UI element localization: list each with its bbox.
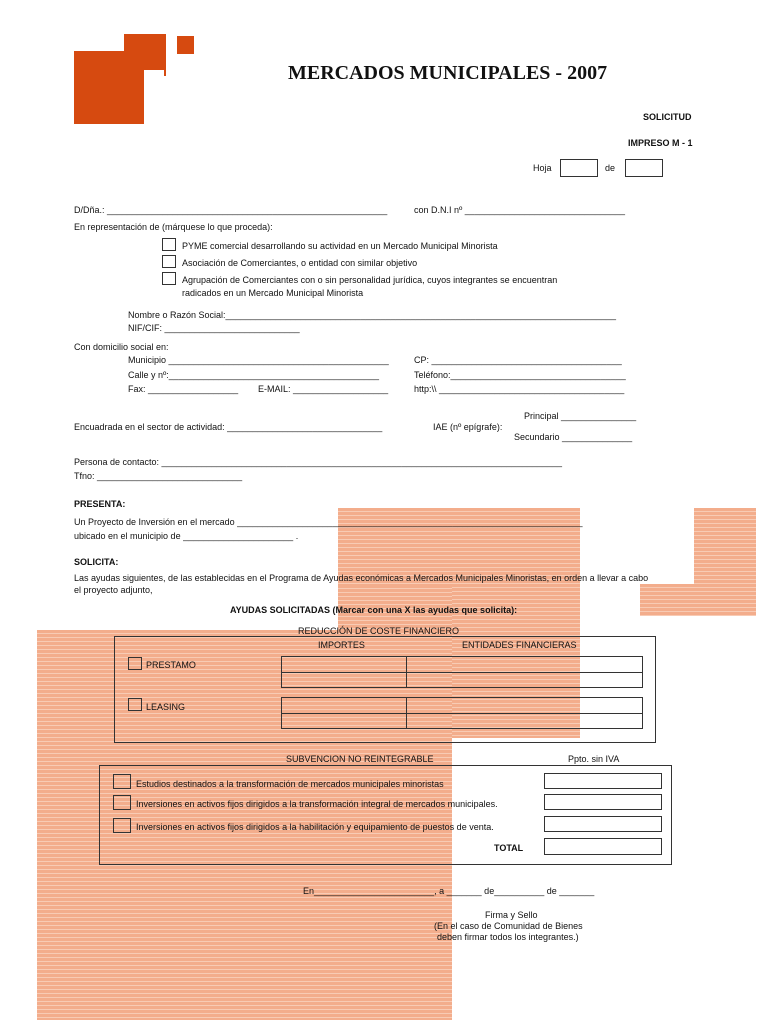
municipio-field[interactable]: Municipio ____________________________________________ [128,355,389,365]
decorative-overlay-right-step [640,584,756,616]
hoja-label: Hoja [533,163,552,173]
iae-label: IAE (nº epígrafe): [433,422,503,432]
ayudas-heading: AYUDAS SOLICITADAS (Marcar con una X las ayudas que solicita): [230,605,518,615]
inversiones-puestos-checkbox[interactable] [113,818,131,833]
ppto-header: Ppto. sin IVA [568,754,620,764]
dni-field[interactable]: con D.N.I nº ________________________________ [414,205,625,215]
solicita-text: Las ayudas siguientes, de las establecidas en el Programa de Ayudas económicas a Mercados Municipales Minoristas, en orden a llevar a cabo [74,573,649,583]
domicilio-label: Con domicilio social en: [74,342,169,352]
estudios-amount[interactable] [544,773,662,789]
leasing-importe-2[interactable] [281,713,407,729]
municipio-proyecto-field[interactable]: ubicado en el municipio de ______________________ . [74,531,299,541]
solicita-text-cont: el proyecto adjunto, [74,585,153,595]
prestamo-checkbox[interactable] [128,657,142,670]
leasing-entidad-2[interactable] [406,713,643,729]
dna-field[interactable]: D/Dña.: ________________________________________________________ [74,205,388,215]
agrupacion-checkbox[interactable] [162,272,176,285]
inversiones-integral-checkbox[interactable] [113,795,131,810]
pyme-label: PYME comercial desarrollando su actividad en un Mercado Municipal Minorista [182,241,498,251]
lugar-fecha-field[interactable]: En________________________, a _______ de__________ de _______ [303,886,595,896]
calle-field[interactable]: Calle y nº:__________________________________________ [128,370,380,380]
solicita-heading: SOLICITA: [74,557,119,567]
contacto-field[interactable]: Persona de contacto: ________________________________________________________________________________ [74,457,562,467]
cp-field[interactable]: CP: ______________________________________ [414,355,622,365]
inversiones-puestos-label: Inversiones en activos fijos dirigidos a la habilitación y equipamiento de puestos de venta. [136,822,494,832]
nif-field[interactable]: NIF/CIF: ___________________________ [128,323,300,333]
inversiones-puestos-amount[interactable] [544,816,662,832]
solicitud-label: SOLICITUD [643,112,692,122]
principal-field[interactable]: Principal _______________ [524,411,637,421]
inversiones-integral-label: Inversiones en activos fijos dirigidos a la transformación integral de mercados municipales. [136,799,498,809]
importes-header: IMPORTES [318,640,365,650]
de-label: de [605,163,616,173]
tfno-field[interactable]: Tfno: _____________________________ [74,471,243,481]
firma-label: Firma y Sello [485,910,538,920]
telefono-field[interactable]: Teléfono:___________________________________ [414,370,626,380]
pyme-checkbox[interactable] [162,238,176,251]
secundario-field[interactable]: Secundario ______________ [514,432,633,442]
email-field[interactable]: E-MAIL: ___________________ [258,384,389,394]
razon-social-field[interactable]: Nombre o Razón Social:______________________________________________________________________________ [128,310,616,320]
de-field[interactable] [625,159,663,177]
leasing-entidad-1[interactable] [406,697,643,714]
http-field[interactable]: http:\\ _____________________________________ [414,384,625,394]
asociacion-checkbox[interactable] [162,255,176,268]
prestamo-importe-2[interactable] [281,672,407,688]
prestamo-entidad-2[interactable] [406,672,643,688]
prestamo-entidad-1[interactable] [406,656,643,673]
estudios-checkbox[interactable] [113,774,131,789]
inversiones-integral-amount[interactable] [544,794,662,810]
total-label: TOTAL [494,843,524,853]
agrupacion-label-cont: radicados en un Mercado Municipal Minorista [182,288,364,298]
entidades-header: ENTIDADES FINANCIERAS [462,640,577,650]
subvencion-title: SUBVENCION NO REINTEGRABLE [286,754,434,764]
page-title: MERCADOS MUNICIPALES - 2007 [288,62,608,84]
firma-note-1: (En el caso de Comunidad de Bienes [434,921,583,931]
leasing-label: LEASING [146,702,186,712]
asociacion-label: Asociación de Comerciantes, o entidad con similar objetivo [182,258,418,268]
leasing-checkbox[interactable] [128,698,142,711]
estudios-label: Estudios destinados a la transformación de mercados municipales minoristas [136,779,444,789]
agrupacion-label: Agrupación de Comerciantes con o sin personalidad jurídica, cuyos integrantes se encuentran [182,275,558,285]
hoja-field[interactable] [560,159,598,177]
total-amount[interactable] [544,838,662,855]
impreso-label: IMPRESO M - 1 [628,138,693,148]
prestamo-label: PRESTAMO [146,660,196,670]
sector-field[interactable]: Encuadrada en el sector de actividad: _______________________________ [74,422,383,432]
fax-field[interactable]: Fax: __________________ [128,384,239,394]
firma-note-2: deben firmar todos los integrantes.) [437,932,579,942]
leasing-importe-1[interactable] [281,697,407,714]
representation-label: En representación de (márquese lo que proceda): [74,222,273,232]
reduccion-title: REDUCCIÓN DE COSTE FINANCIERO [298,626,460,636]
presenta-heading: PRESENTA: [74,499,126,509]
prestamo-importe-1[interactable] [281,656,407,673]
proyecto-field[interactable]: Un Proyecto de Inversión en el mercado _____________________________________________________________________ [74,517,583,527]
